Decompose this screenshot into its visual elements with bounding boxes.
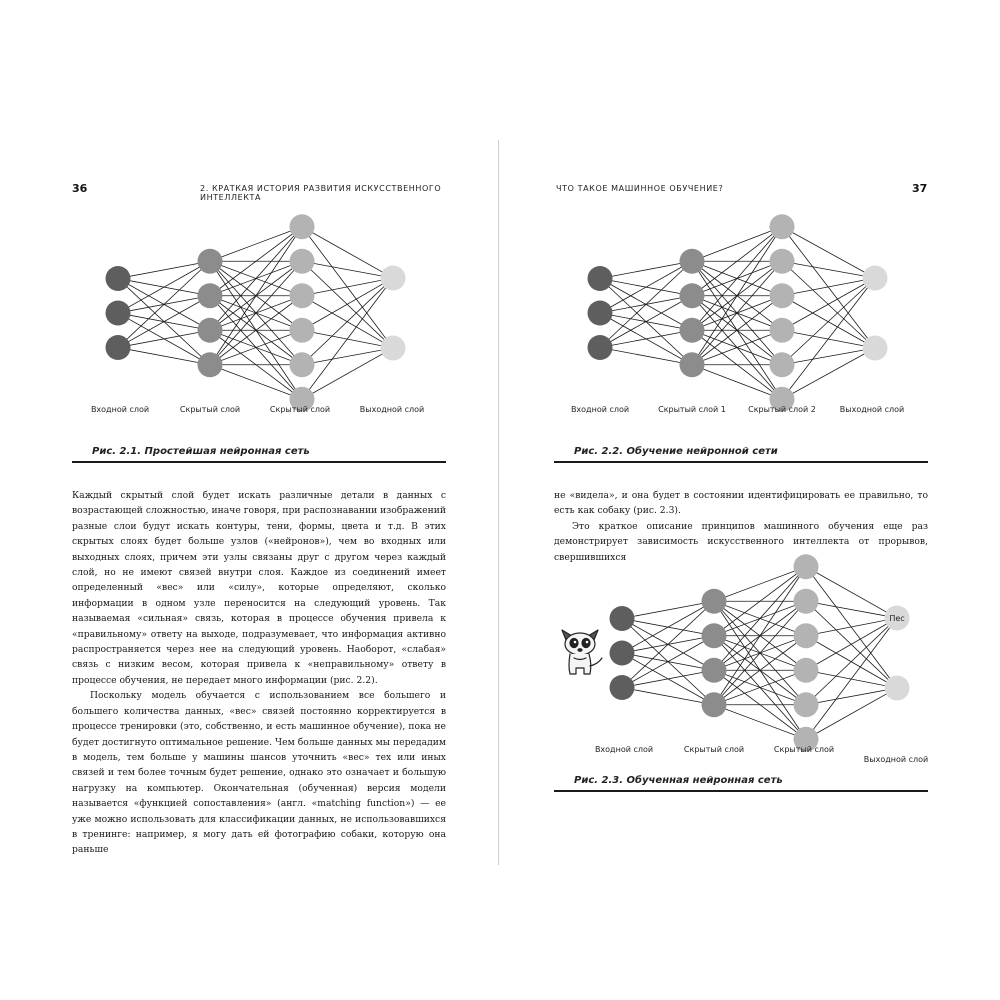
output-node [381,336,406,361]
hidden-node [702,692,727,717]
network-connection [118,261,210,347]
network-connection [806,601,897,618]
output-node [885,676,910,701]
network-connection [806,618,897,670]
caption-rule [72,461,446,463]
network-connection [622,601,714,687]
network-connection [714,567,806,671]
hidden-node [198,318,223,343]
layer-label-input: Входной слой [90,405,150,414]
network-connection [622,636,714,688]
hidden-node [198,352,223,377]
network-connection [302,348,393,399]
hidden-node [794,692,819,717]
hidden-node [290,249,315,274]
left-page [0,0,498,1000]
network-connection [806,618,897,739]
input-node [106,301,131,326]
right-page [500,0,1000,1000]
layer-label-hidden-2: Скрытый слой [269,405,331,414]
hidden-node [290,283,315,308]
running-header: ЧТО ТАКОЕ МАШИННОЕ ОБУЧЕНИЕ? [556,184,724,193]
network-connection [806,688,897,739]
page-number: 36 [72,182,88,195]
network-connection [210,365,302,400]
layer-label-input: Входной слой [594,745,654,754]
layer-label-output: Выходной слой [839,405,905,414]
figure-caption: Рис. 2.3. Обученная нейронная сеть [574,775,783,786]
output-node [381,266,406,291]
network-connection [622,670,714,687]
network-connection [302,227,393,348]
hidden-node [794,554,819,579]
network-connection [118,296,210,348]
page-gutter [498,140,499,865]
network-connection [806,601,897,688]
layer-label-output: Выходной слой [359,405,425,414]
network-connection [302,261,393,348]
hidden-node [794,589,819,614]
figure-caption: Рис. 2.2. Обучение нейронной сети [574,446,778,457]
network-connection [806,618,897,636]
body-text [72,488,446,858]
hidden-node [198,283,223,308]
output-label: Пес [889,614,905,623]
network-connection [622,601,714,653]
paragraph: Каждый скрытый слой будет искать различные детали в данных с возрастающей сложностью, иначе говоря, при распознавании изображений разные слои будут искать контуры, тени, формы, цвета и т.д. В этих скрытых слоях будет больше узлов («нейронов»), чем во входных или выходных слоях, причем эти узлы связаны друг с другом через каждый слой, но не имеют связей внутри слоя. Каждое из соединений имеет определенный «вес» или «силу», которые определяют, сколько информации в одном узле переносится на следующий уровень. Так называемая «сильная» связь, которая в процессе обучения привела к «правильному» ответу на выходе, подразумевает, что информация активно распространяется через нее на следующий уровень. Наоборот, «слабая» связь с низким весом, которая привела к «неправильному» ответу в процессе обучения, не передает много информации (рис. 2.2). [72,490,446,686]
network-connection [714,567,806,602]
hidden-node [198,249,223,274]
network-connection [806,567,897,618]
network-connection [210,227,302,262]
hidden-node [794,658,819,683]
network-connection [118,261,210,313]
network-connection [210,227,302,331]
neural-network-diagram-2-1 [0,0,498,420]
input-node [610,641,635,666]
layer-label-hidden-2: Скрытый слой 2 [748,405,816,414]
network-connection [302,261,393,278]
layer-label-hidden-2: Скрытый слой [773,745,835,754]
running-header: 2. КРАТКАЯ ИСТОРИЯ РАЗВИТИЯ ИСКУССТВЕННОГО ИНТЕЛЛЕКТА [200,184,442,202]
layer-label-input: Входной слой [570,405,630,414]
page-number: 37 [912,182,928,195]
caption-rule [554,790,928,792]
layer-label-hidden-1: Скрытый слой [683,745,745,754]
network-connection [806,618,897,705]
layer-label-hidden-1: Скрытый слой 1 [658,405,726,414]
network-connection [118,330,210,347]
dog-icon [558,628,606,682]
network-connection [118,261,210,278]
hidden-node [290,352,315,377]
paragraph: Это краткое описание принципов машинного обучения еще раз демонстрирует зависимость искусственного интеллекта от прорывов, свершившихся [554,520,928,563]
network-connection [302,348,393,365]
paragraph: Поскольку модель обучается с использованием все большего и большего количества данных, «вес» связей постоянно корректируется в процессе тренировки (это, собственно, и есть машинное обучение), пока не будет достигнуто оптимальное решение. Чем больше данных мы передадим в модель, тем больше у машины шансов уточнить «вес» тех или иных связей и тем более точным будет решение, однако это означает и большую нагрузку на компьютер. Окончательная (обученная) версия модели называется «функцией сопоставления» (англ. «matching function») — ее уже можно использовать для классификации данных, не использовавшихся в тренинге: например, я могу дать ей фотографию собаки, которую она раньше [72,690,446,856]
network-connection [118,348,210,365]
input-node [610,606,635,631]
network-connection [622,601,714,618]
hidden-node [702,589,727,614]
network-connection [302,278,393,365]
hidden-node [794,623,819,648]
layer-label-hidden-1: Скрытый слой [179,405,241,414]
hidden-node [702,658,727,683]
paragraph: не «видела», и она будет в состоянии идентифицировать ее правильно, то есть как собаку (рис. 2.3). [554,490,928,517]
network-connection [622,688,714,705]
hidden-node [702,623,727,648]
network-connection [806,688,897,705]
hidden-node [290,214,315,239]
network-connection [806,567,897,688]
network-connection [302,278,393,330]
hidden-node [290,318,315,343]
network-connection [302,278,393,296]
figure-caption: Рис. 2.1. Простейшая нейронная сеть [92,446,310,457]
input-node [610,675,635,700]
input-node [106,335,131,360]
network-connection [302,227,393,278]
input-node [106,266,131,291]
layer-label-output: Выходной слой [863,755,929,764]
network-connection [302,278,393,399]
network-connection [714,705,806,740]
